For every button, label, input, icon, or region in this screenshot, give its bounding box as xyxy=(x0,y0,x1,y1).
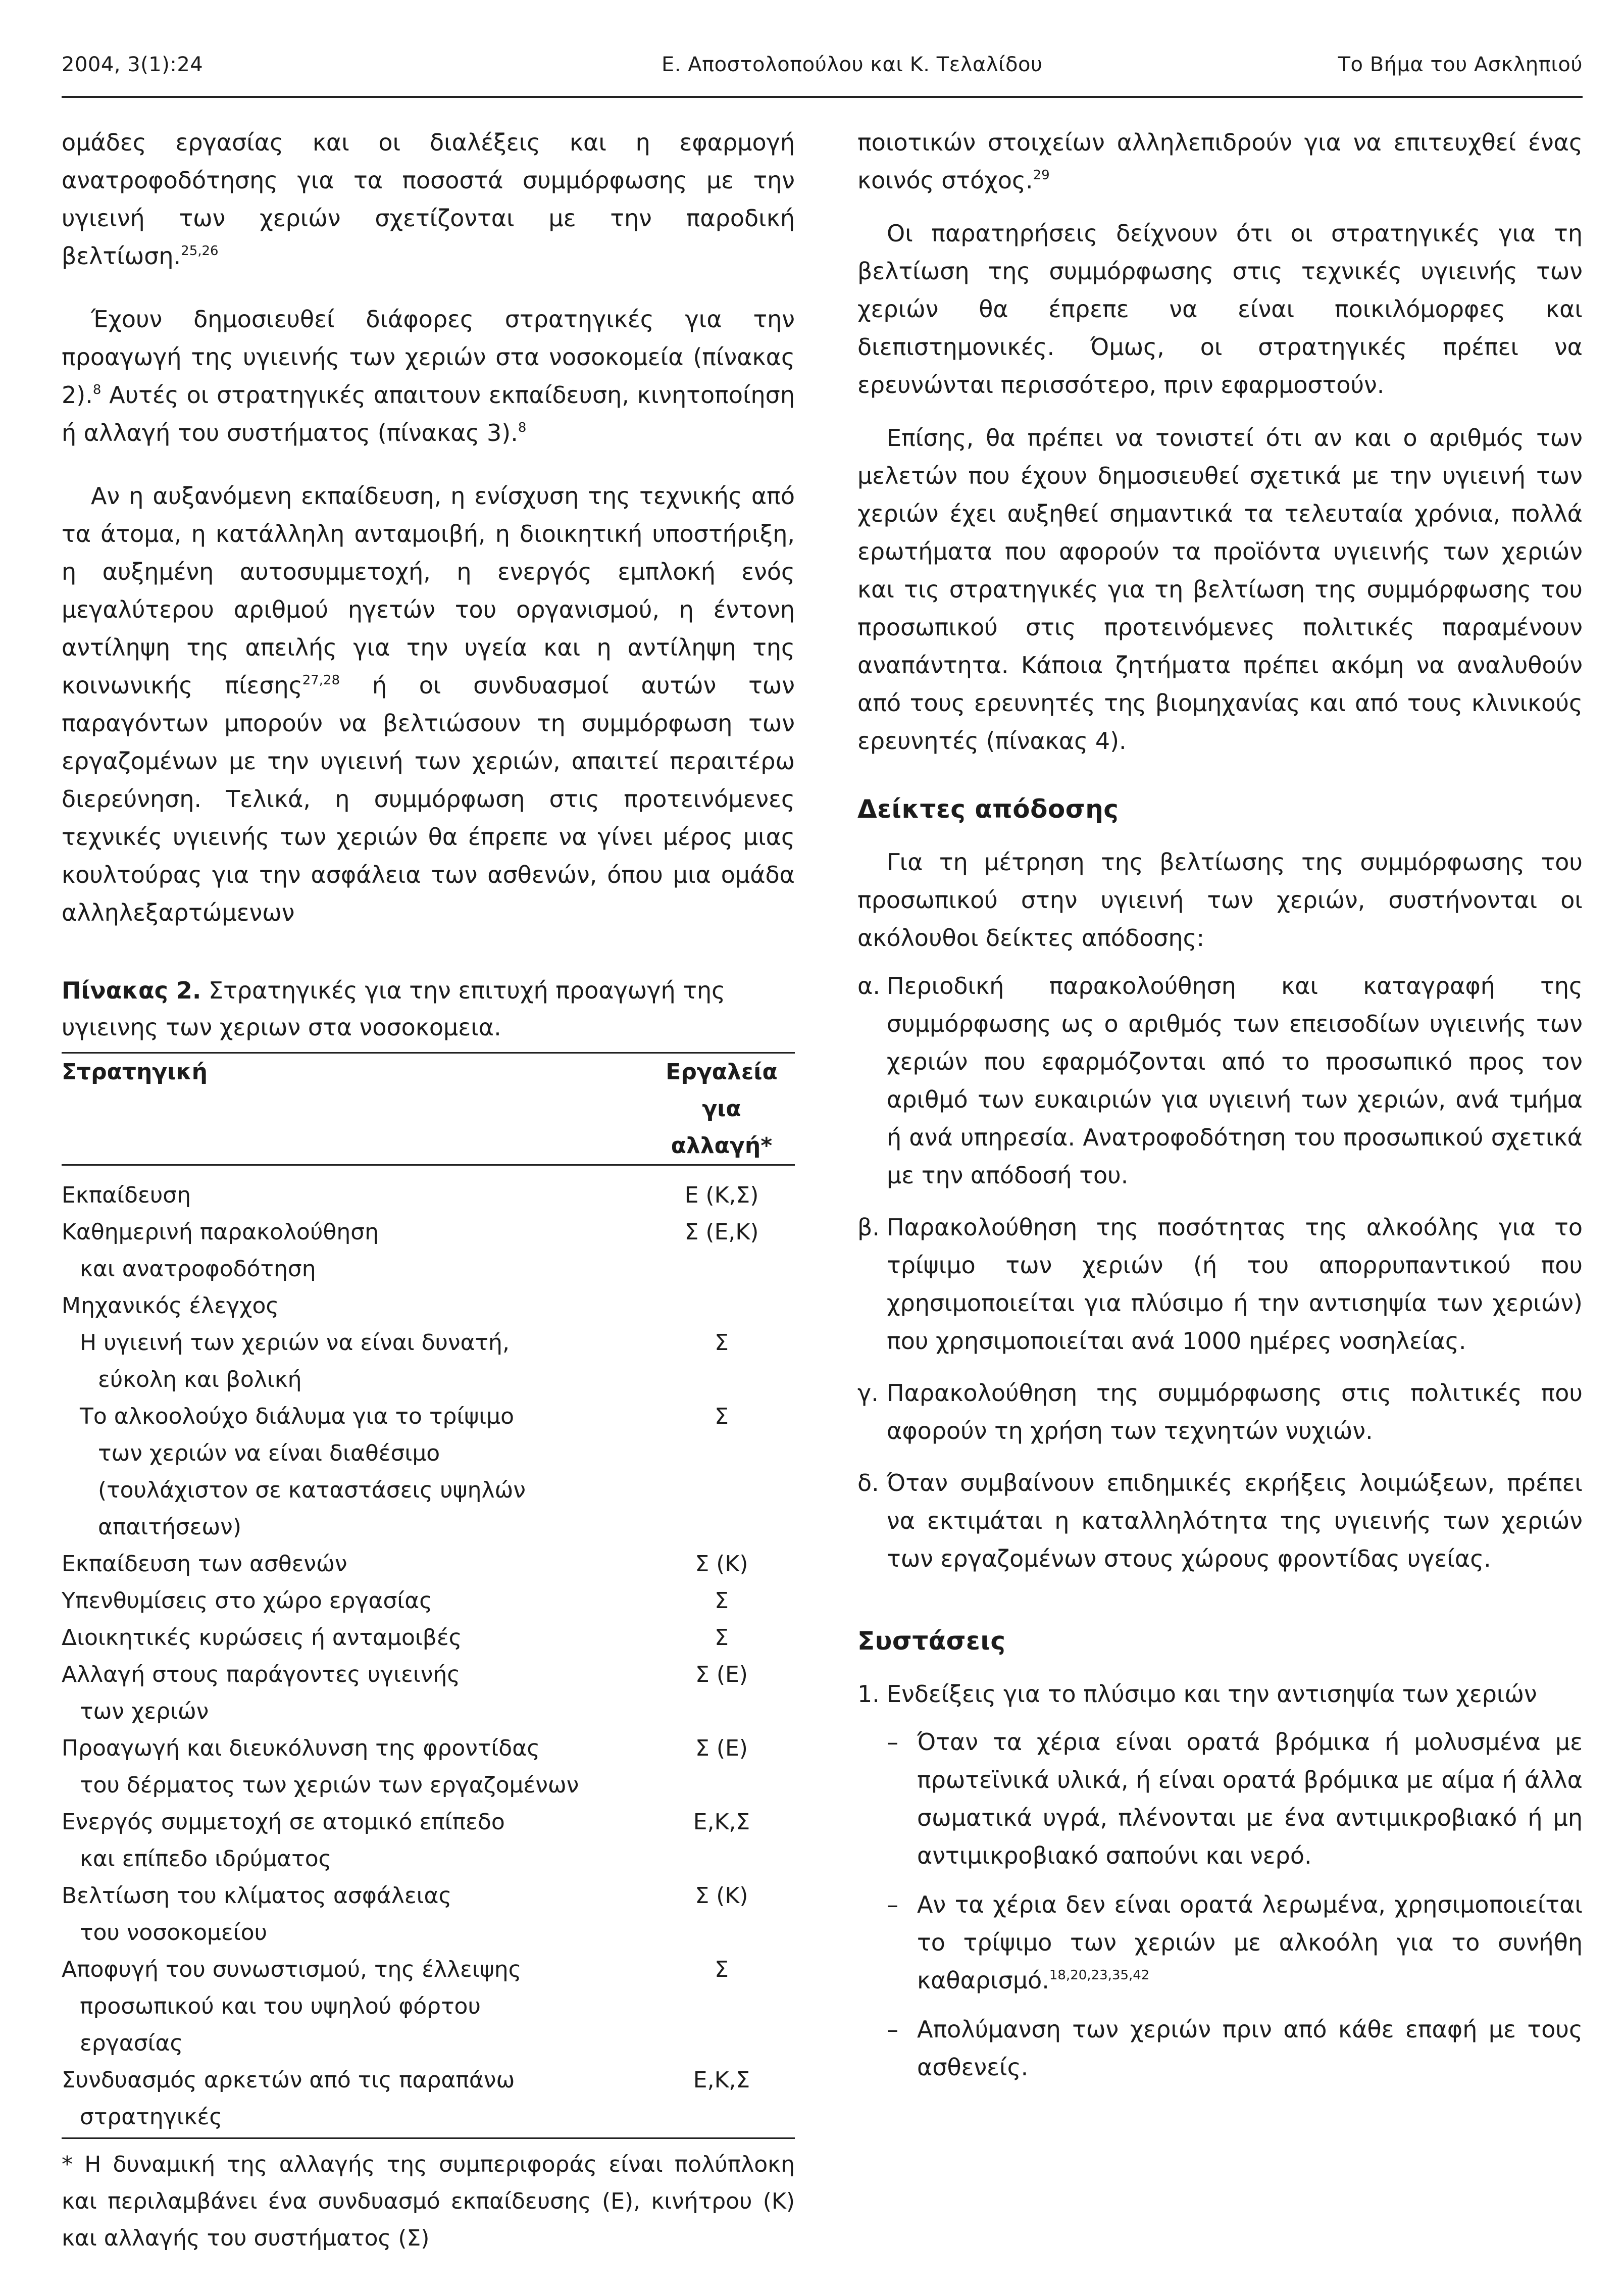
cell-tools: Σ (Κ) xyxy=(695,1551,748,1577)
citation: 8 xyxy=(92,382,102,397)
citation: 29 xyxy=(1033,168,1050,183)
paragraph-2: Έχουν δημοσιευθεί διάφορες στρατηγικές για την προαγωγή της υγιεινής των χεριών στα νοσοκομεία (πίνακας 2).$^8$ Αυτές οι στρατηγικές απαιτουν εκπαίδευση, κινητοποίηση ή αλλαγή του συστήματος (πίνακας 3).$^8$ xyxy=(62,306,795,446)
table-row xyxy=(62,1730,795,1804)
cell-strategy: Συνδυασμός αρκετών από τις παραπάνω στρατηγικές xyxy=(62,2067,515,2130)
cell-strategy: Εκπαίδευση xyxy=(62,1182,191,1208)
running-header-left: 2004, 3(1):24 xyxy=(62,53,204,76)
cell-tools: Σ xyxy=(715,1588,729,1614)
cell-strategy: Διοικητικές κυρώσεις ή ανταμοιβές xyxy=(62,1625,462,1651)
recommendation-subitem: – Αν τα χέρια δεν είναι ορατά λερωμένα, χρησιμοποιείται το τρίψιμο των χεριών με αλκοόλη για το συνήθη καθαρισμό.$^{18,20,23,35,42}$ xyxy=(887,1891,1583,1994)
recommendation-item: 1. Ενδείξεις για το πλύσιμο και την αντισηψία των χεριών xyxy=(857,1680,1537,1708)
running-header-journal: Το Βήμα του Ασκληπιού xyxy=(1338,53,1583,76)
cell-strategy: Βελτίωση του κλίματος ασφάλειας του νοσοκομείου xyxy=(62,1883,452,1946)
table-row xyxy=(62,1656,795,1730)
cell-strategy: Αλλαγή στους παράγοντες υγιεινής των χεριών xyxy=(62,1662,461,1724)
cell-strategy: Προαγωγή και διευκόλυνση της φροντίδας του δέρματος των χεριών των εργαζομένων xyxy=(62,1735,579,1798)
cell-strategy: Εκπαίδευση των ασθενών xyxy=(62,1551,347,1577)
paragraph-1: ομάδες εργασίας και οι διαλέξεις και η εφαρμογή ανατροφοδότησης για τα ποσοστά συμμόρφωσης με την υγιεινή των χεριών σχετίζονται με την παροδική βελτίωση.$^{25,26}$ xyxy=(62,129,795,270)
strategies-table xyxy=(62,1052,795,2139)
cell-tools: Σ (Ε) xyxy=(695,1662,748,1687)
cell-strategy: Μηχανικός έλεγχος xyxy=(62,1293,279,1319)
citation: 27,28 xyxy=(302,673,340,688)
paragraph-7: Για τη μέτρηση της βελτίωσης της συμμόρφωσης του προσωπικού στην υγιεινή των χεριών, συστήνονται οι ακόλουθοι δείκτες απόδοσης: xyxy=(857,849,1583,952)
table-row xyxy=(62,1545,795,1582)
indicator-item: β. Παρακολούθηση της ποσότητας της αλκοόλης για το τρίψιμο των χεριών (ή του απορρυπαντικού που χρησιμοποιείται για πλύσιμο ή την αντισηψία των χεριών) που χρησιμοποιείται ανά 1000 ημέρες νοσηλείας. xyxy=(857,1214,1583,1355)
cell-strategy: Η υγιεινή των χεριών να είναι δυνατή, εύκολη και βολική xyxy=(80,1330,510,1392)
cell-tools: Σ xyxy=(715,1330,729,1356)
table-row xyxy=(62,1582,795,1619)
table-row xyxy=(62,1324,795,1398)
citation: 25,26 xyxy=(181,243,219,259)
running-header-authors: Ε. Αποστολοπούλου και Κ. Τελαλίδου xyxy=(662,53,1043,76)
indicator-item: δ. Όταν συμβαίνουν επιδημικές εκρήξεις λοιμώξεων, πρέπει να εκτιμάται η καταλληλότητα της υγιεινής των χεριών των εργαζομένων στους χώρους φροντίδας υγείας. xyxy=(857,1469,1583,1572)
cell-tools: Σ xyxy=(715,1625,729,1651)
indicator-item: γ. Παρακολούθηση της συμμόρφωσης στις πολιτικές που αφορούν τη χρήση των τεχνητών νυχιών. xyxy=(857,1379,1583,1444)
indicator-item: α. Περιοδική παρακολούθηση και καταγραφή της συμμόρφωσης ως ο αριθμός των επεισοδίων υγιεινής των χεριών που εφαρμόζονται από το προσωπικό προς τον αριθμό των ευκαιριών για υγιεινή των χεριών, ανά τμήμα ή ανά υπηρεσία. Ανατροφοδότηση του προσωπικού σχετικά με την απόδοσή του. xyxy=(857,972,1583,1189)
recommendation-subitems xyxy=(857,1723,1583,2086)
right-column xyxy=(857,124,1583,2098)
table-footnote: * Η δυναμική της αλλαγής της συμπεριφοράς είναι πολύπλοκη και περιλαμβάνει ένα συνδυασμό εκπαίδευσης (Ε), κινήτρου (Κ) και αλλαγής του συστήματος (Σ) xyxy=(62,2152,795,2251)
table-row xyxy=(62,1287,795,1324)
cell-strategy: Ενεργός συμμετοχή σε ατομικό επίπεδο και επίπεδο ιδρύματος xyxy=(62,1809,505,1872)
paragraph-5: Οι παρατηρήσεις δείχνουν ότι οι στρατηγικές για τη βελτίωση της συμμόρφωσης στις τεχνικές υγιεινής των χεριών θα έπρεπε να είναι ποικιλόμορφες και διεπιστημονικές. Όμως, οι στρατηγικές πρέπει να ερευνώνται περισσότερο, πριν εφαρμοστούν. xyxy=(857,220,1583,398)
header-rule xyxy=(62,96,1583,98)
table-row xyxy=(62,2062,795,2138)
section-heading-recommendations: Συστάσεις xyxy=(857,1626,1006,1656)
cell-tools: Ε,Κ,Σ xyxy=(693,1809,750,1835)
cell-tools xyxy=(648,1287,795,1324)
section-heading-indicators: Δείκτες απόδοσης xyxy=(857,794,1119,824)
table-caption: Πίνακας 2. Στρατηγικές για την επιτυχή προαγωγή της υγιεινης των χεριων στα νοσοκομεια. xyxy=(62,977,726,1041)
cell-strategy: Υπενθυμίσεις στο χώρο εργασίας xyxy=(62,1588,433,1614)
recommendation-subitem: – Όταν τα χέρια είναι ορατά βρόμικα ή μολυσμένα με πρωτεϊνικά υλικά, ή είναι ορατά βρόμικα με αίμα ή άλλα σωματικά υγρά, πλένονται με ένα αντιμικροβιακό ή μη αντιμικροβιακό σαπούνι και νερό. xyxy=(887,1728,1583,1869)
cell-tools: Ε (Κ,Σ) xyxy=(684,1182,759,1208)
cell-tools: Σ (Ε,Κ) xyxy=(684,1219,759,1245)
cell-strategy: Αποφυγή του συνωστισμού, της έλλειψης προσωπικού και του υψηλού φόρτου εργασίας xyxy=(62,1957,522,2056)
table-row xyxy=(62,1214,795,1287)
cell-tools: Σ (Ε) xyxy=(695,1735,748,1761)
table-header-strategy: Στρατηγική xyxy=(62,1059,208,1085)
indicators-list xyxy=(857,967,1583,1578)
paragraph-4: ποιοτικών στοιχείων αλληλεπιδρούν για να επιτευχθεί ένας κοινός στόχος.$^{29}$ xyxy=(857,129,1583,194)
cell-tools: Σ xyxy=(715,1404,729,1429)
table-row xyxy=(62,1619,795,1656)
cell-tools: Σ (Κ) xyxy=(695,1883,748,1909)
table-row xyxy=(62,1398,795,1545)
cell-strategy: Το αλκοολούχο διάλυμα για το τρίψιμο των χεριών να είναι διαθέσιμο (τουλάχιστον σε καταστάσεις υψηλών απαιτήσεων) xyxy=(80,1404,526,1540)
table-header-tools: Εργαλεία για αλλαγή* xyxy=(666,1059,778,1159)
table-row xyxy=(62,1804,795,1877)
cell-tools: Ε,Κ,Σ xyxy=(693,2067,750,2093)
cell-strategy: Καθημερινή παρακολούθηση και ανατροφοδότηση xyxy=(62,1219,379,1282)
paragraph-3: Αν η αυξανόμενη εκπαίδευση, η ενίσχυση της τεχνικής από τα άτομα, η κατάλληλη ανταμοιβή, η διοικητική υποστήριξη, η αυξημένη αυτοσυμμετοχή, η ενεργός εμπλοκή ενός μεγαλύτερου αριθμού ηγετών του οργανισμού, η έντονη αντίληψη της απειλής για την υγεία και η αντίληψη της κοινωνικής πίεσης$^{27,28}$ ή οι συνδυασμοί αυτών των παραγόντων μπορούν να βελτιώσουν τη συμμόρφωση των εργαζομένων με την υγιεινή των χεριών, απαιτεί περαιτέρω διερεύνηση. Τελικά, η συμμόρφωση στις προτεινόμενες τεχνικές υγιεινής των χεριών θα έπρεπε να γίνει μέρος μιας κουλτούρας για την ασφάλεια των ασθενών, όπου μια ομάδα αλληλεξαρτώμενων xyxy=(62,482,795,926)
recommendation-subitem: – Απολύμανση των χεριών πριν από κάθε επαφή με τους ασθενείς. xyxy=(887,2016,1583,2081)
left-column xyxy=(62,124,795,2257)
cell-tools: Σ xyxy=(715,1957,729,1982)
paragraph-6: Επίσης, θα πρέπει να τονιστεί ότι αν και ο αριθμός των μελετών που έχουν δημοσιευθεί σχετικά με την υγιεινή των χεριών έχει αυξηθεί σημαντικά τα τελευταία χρόνια, πολλά ερωτήματα που αφορούν τα προϊόντα υγιεινής των χεριών και τις στρατηγικές για τη βελτίωση της συμμόρφωσης του προσωπικού στις προτεινόμενες πολιτικές παραμένουν αναπάντητα. Κάποια ζητήματα πρέπει ακόμη να αναλυθούν από τους ερευνητές της βιομηχανίας και από τους κλινικούς ερευνητές (πίνακας 4). xyxy=(857,424,1583,755)
table-row xyxy=(62,1951,795,2062)
citation: 18,20,23,35,42 xyxy=(1049,1968,1150,1983)
table-row xyxy=(62,1877,795,1951)
table-row xyxy=(62,1165,795,1214)
citation: 8 xyxy=(518,420,527,435)
